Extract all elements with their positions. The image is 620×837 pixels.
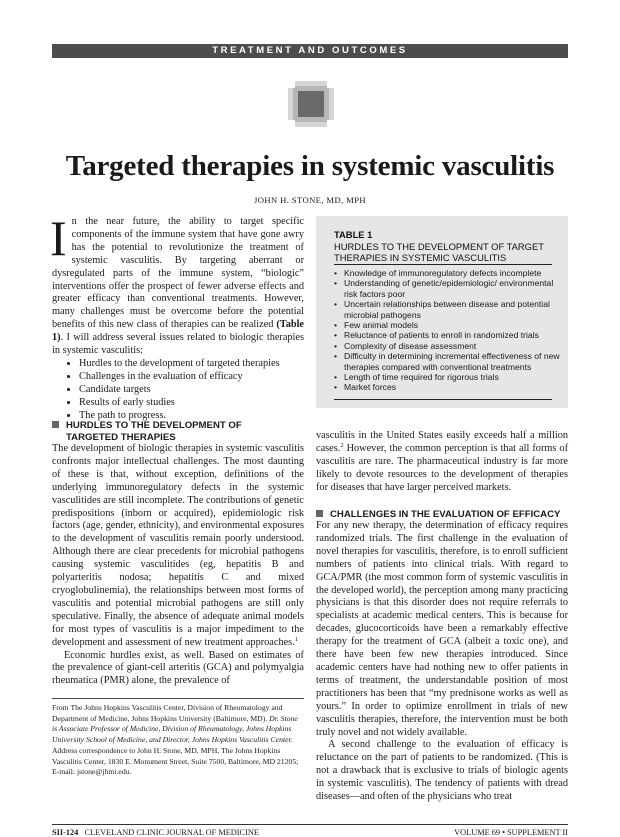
table-item: • Uncertain relationships between disease and potential microbial pathogens [334,299,560,320]
author-byline: JOHN H. STONE, MD, MPH [253,195,367,205]
hurdles-continued [316,430,568,495]
footer-divider [52,824,568,825]
efficacy-paragraph-2: A second challenge to the evaluation of efficacy is reluctance on the part of patients to be randomized. (This is not a drawback that is exclusive to trials of biologic agents in systemic vasculitis). The tendency of patients with dread diseases—and often of the physicians who treat [316,739,568,803]
table-item: • Market forces [334,382,560,392]
intro-text-after: . I will address several issues related to biologic therapies in systemic vasculitis: [52,332,304,357]
section-square-icon [52,421,59,428]
intro-paragraph [50,210,305,358]
table-list [334,268,560,393]
table-divider [334,264,552,265]
right-column [316,430,568,804]
heading-line-2: TARGETED THERAPIES [66,431,176,443]
list-item: • Results of early studies [79,397,304,410]
footnote-divider [52,698,304,699]
table-item: • Reluctance of patients to enroll in randomized trials [334,330,560,340]
list-item: • Challenges in the evaluation of efficacy [79,371,304,384]
table-label: TABLE 1 [334,229,373,240]
table-item: • Complexity of disease assessment [334,341,560,351]
section-banner: TREATMENT AND OUTCOMES [52,44,568,58]
table-item: • Few animal models [334,320,560,330]
section-square-icon [316,510,323,517]
list-item: • Hurdles to the development of targeted therapies [79,358,304,371]
table-reference: (Table 1) [52,319,305,344]
section-heading-hurdles [52,420,304,443]
table-title [334,229,554,264]
affiliation [52,703,304,746]
section-hurdles [52,420,304,688]
affiliation-text: From The Johns Hopkins Vasculitis Center, Division of Rheumatology and Department of Medicine, Johns Hopkins University (Baltimore, MD). [52,703,283,723]
citation-ref: 1 [294,635,299,643]
table-item: • Knowledge of immunoregulatory defects incomplete [334,268,560,278]
drop-cap: I [50,210,67,266]
article-title: Targeted therapies in systemic vasculitis [65,150,555,182]
hurdles-paragraph-2: Economic hurdles exist, as well. Based on estimates of the prevalence of giant-cell arteritis (GCA) and polymyalgia rheumatica (PMR) alone, the prevalence of [52,649,304,687]
list-item: • Candidate targets [79,384,304,397]
intro-text: n the near future, the ability to target specific components of the immune system that have gone awry has the potential to revolutionize the treatment of systemic vasculitis. By targeting aberrant or dysregulated parts of the immune system, “biologic” interventions offer the prospect of fewer adverse effects and greater efficacy than conventional treatments. However, many challenges must be overcome before the potential benefits of this new class of therapies can be realized [52,216,304,331]
paragraph-text: vasculitis in the United States easily exceeds half a million cases. [316,430,568,454]
section-emblem-icon [288,81,334,127]
intro-bullet-list [52,358,304,423]
page-number: SII-124 [52,828,79,837]
correspondence: Address correspondence to John H. Stone, MD, MPH, The Johns Hopkins Vasculitis Center, 1830 E. Monument Street, Suite 7500, Baltimore, MD 21205; E-mail: jstone@jhmi.edu. [52,745,299,777]
heading-text: CHALLENGES IN THE EVALUATION OF EFFICACY [330,508,561,520]
table-divider [334,399,552,400]
intro-section [50,210,305,423]
table-1 [316,216,568,408]
citation-ref: 2 [340,441,344,449]
efficacy-paragraph-1: For any new therapy, the determination of efficacy requires randomized trials. The first challenge in the evaluation of novel therapies for vasculitis, therefore, is to enroll sufficient numbers of patients into clinical trials. With regard to GCA/PMR (the most common form of systemic vasculitis in the developed world), the perception among many practicing physicians is that this disorder does not require referrals to specialists at academic medical centers. This is because for decades, glucocorticoids have been a remarkably effective therapy for the treatment of GCA (albeit a toxic one), and there have been few new therapies introduced. Since academic centers have had nothing new to offer patients in terms of treatment, the understandable position of most practitioners has been that “my prednisone works as well as yours.” In order to optimize enrollment in trials of new vasculitis therapies, therefore, the intervention must be both truly novel and not widely available. [316,520,568,738]
journal-name: CLEVELAND CLINIC JOURNAL OF MEDICINE [84,828,259,837]
section-heading-efficacy [316,509,568,521]
list-item: • The path to progress. [79,410,304,423]
heading-line-1: HURDLES TO THE DEVELOPMENT OF [66,420,242,431]
paragraph-text: The development of biologic therapies in systemic vasculitis confronts major intellectual challenges. The most daunting of these is that, without exception, definitions of the underlying immunoregulatory defects in the systemic vasculitides are still incomplete. The contributions of genetic predispositions (inborn or acquired), epidemiologic risk factors (age, gender, ethnicity), and environmental exposures to the development of vasculitis remain poorly understood. Although there are clear precedents for microbial pathogens causing systemic vasculitides (eg, hepatitis B and polyarteritis nodosa; hepatitis C and mixed cryoglobulinemia), the relationships between most forms of vasculitis and potential microbial pathogens are still only speculative. Finally, the absence of adequate animal models for most types of vasculitis is a major impediment to the development and assessment of new treatment approaches. [52,443,304,648]
table-item: • Understanding of genetic/epidemiologic/ environmental risk factors poor [334,278,560,299]
table-item: • Length of time required for rigorous trials [334,372,560,382]
table-heading: HURDLES TO THE DEVELOPMENT OF TARGET THERAPIES IN SYSTEMIC VASCULITIS [334,240,544,263]
volume-info: VOLUME 69 • SUPPLEMENT II [454,828,568,837]
affiliation-position: Dr. Stone is Associate Professor of Medicine, Division of Rheumatology, Johns Hopkins University School of Medicine, and Director, Johns Hopkins Vasculitis Center. [52,713,298,745]
paragraph-text: However, the common perception is that all forms of vasculitis are rare. The pharmaceutical industry is far more likely to devote resources to the development of therapies for diseases that have larger perceived markets. [316,442,568,493]
author-footnote [52,703,304,778]
table-item: • Difficulty in determining incremental effectiveness of new therapies compared with conventional treatments [334,351,560,372]
hurdles-paragraph-1 [52,443,304,650]
